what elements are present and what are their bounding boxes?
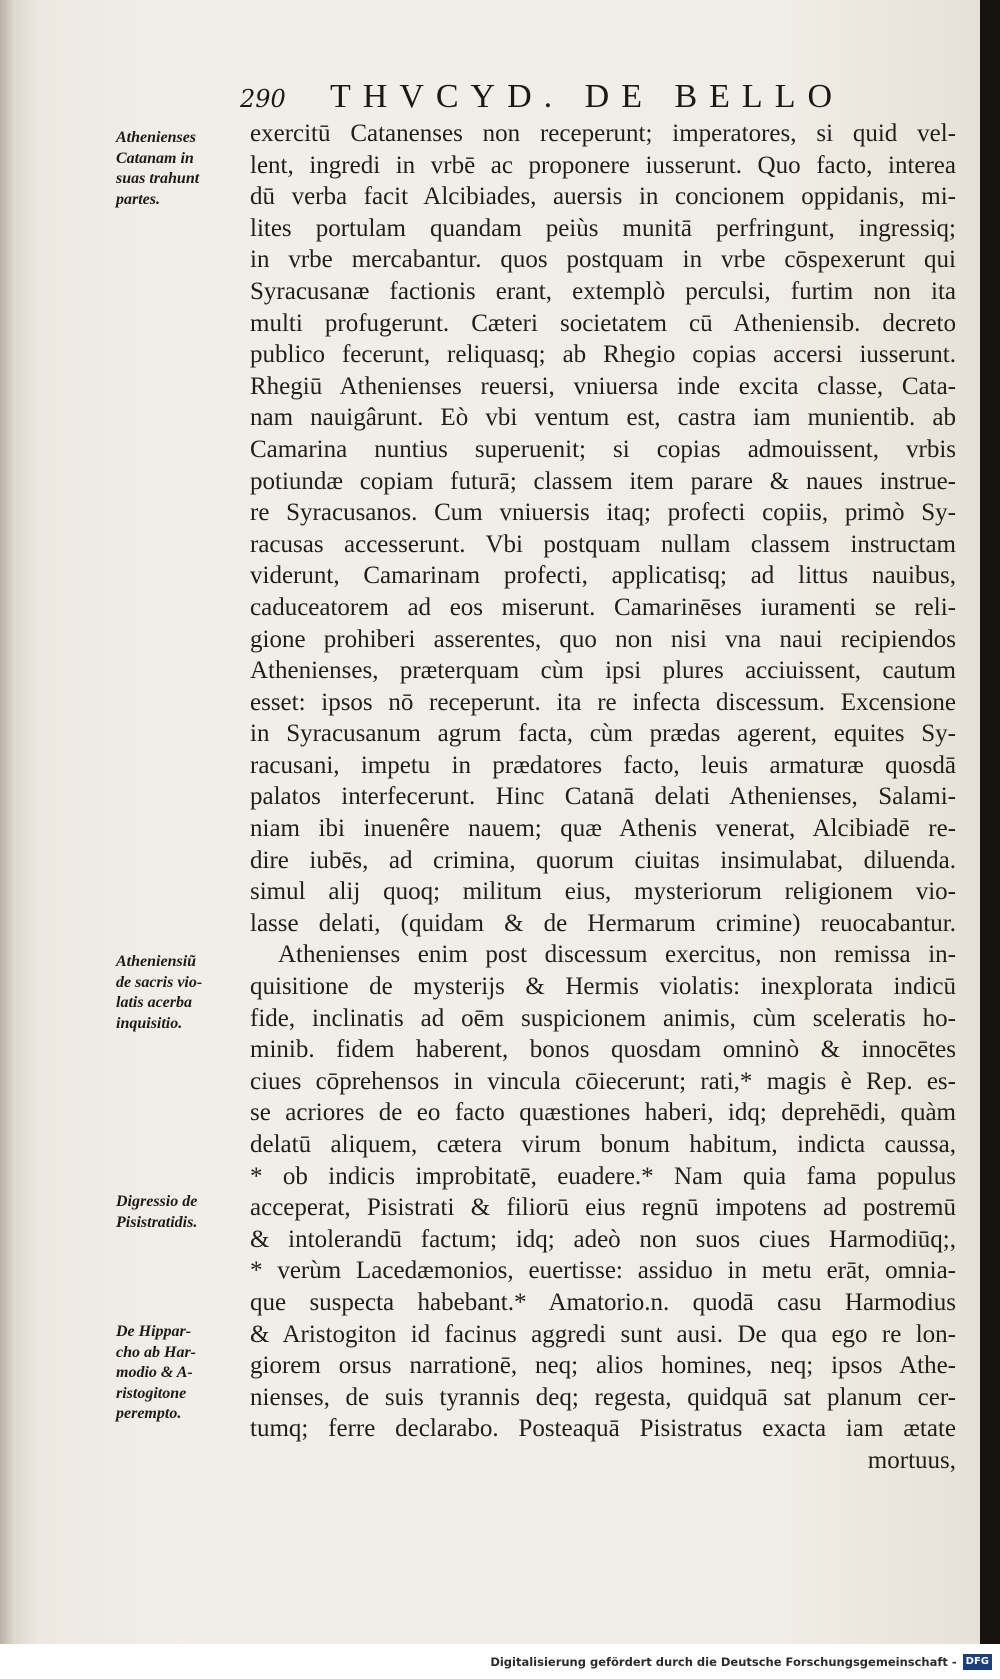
text-line: Camarina nuntius superuenit; si copias admouissent, vrbis [250, 435, 956, 463]
text-line: esset: ipsos nō receperunt. ita re infecta discessum. Excensione [250, 688, 956, 716]
text-line: potiundæ copiam futurā; classem item parare & naues instrue- [250, 467, 956, 495]
note-line: Pisistratidis. [116, 1213, 198, 1231]
text-line: se acriores de eo facto quæstiones haberi, idq; deprehēdi, quàm [250, 1099, 956, 1127]
text-line-paragraph-start: Athenienses enim post discessum exercitus, non remissa in- [278, 941, 956, 969]
note-line: De Hippar- [116, 1323, 192, 1340]
text-line: Syracusanæ factionis erant, extemplò perculsi, furtim non ita [250, 277, 956, 305]
note-line: de sacris vio- [116, 973, 203, 991]
note-line: cho ab Har- [116, 1343, 196, 1361]
text-line: tumq; ferre declarabo. Posteaquā Pisistratus exacta iam ætate [250, 1415, 956, 1443]
text-line: quisitione de mysterijs & Hermis violatis: inexplorata indicū [250, 973, 956, 1001]
text-line: palatos interfecerunt. Hinc Catanā delati Athenienses, Salami- [250, 783, 956, 811]
text-line: re Syracusanos. Cum vniuersis itaq; profecti copiis, primò Sy- [250, 499, 956, 527]
running-title: THVCYD. DE BELLO [330, 78, 845, 115]
catchword: mortuus, [867, 1446, 956, 1474]
text-line: niam ibi inuenêre nauem; quæ Athenis venerat, Alcibiadē re- [250, 815, 956, 843]
text-line: * ob indicis improbitatē, euadere.* Nam quia fama populus [250, 1162, 956, 1190]
text-line: giorem orsus narrationē, neq; alios homines, neq; ipsos Athe- [250, 1352, 956, 1380]
text-line: que suspecta habebant.* Amatorio.n. quodā casu Harmodius [250, 1288, 956, 1316]
note-line: suas trahunt [116, 170, 200, 188]
text-line: racusas accesserunt. Vbi postquam nullam classem instructam [250, 530, 956, 558]
text-line: lent, ingredi in vrbē ac proponere iusserunt. Quo facto, interea [250, 151, 956, 179]
text-line: & intolerandū factum; idq; adeò non suos ciues Harmodiūq;, [250, 1225, 956, 1253]
text-line: minib. fidem haberent, bonos quosdam omninò & innocētes [250, 1036, 956, 1064]
text-line: Athenienses, præterquam cùm ipsi plures acciuissent, cautum [250, 657, 956, 685]
note-line: inquisitio. [116, 1014, 183, 1032]
note-line: ristogitone [116, 1384, 187, 1402]
text-line: caduceatorem ad eos miserunt. Camarinēses iuramenti se reli- [250, 593, 956, 621]
digitization-footer [0, 1644, 1000, 1679]
text-line: acceperat, Pisistrati & filiorū eius regnū impotens ad postremū [250, 1194, 956, 1222]
text-line: simul alij quoq; militum eius, mysteriorum religionem vio- [250, 878, 956, 906]
funding-credit: Digitalisierung gefördert durch die Deutsche Forschungsgemeinschaft - [490, 1654, 957, 1669]
text-line: nam nauigârunt. Eò vbi ventum est, castra iam munientib. ab [250, 404, 956, 432]
note-line: modio & A- [116, 1364, 193, 1382]
text-line: dire iubēs, ad crimina, quorum ciuitas insimulabat, diluenda. [250, 846, 956, 874]
note-line: partes. [116, 190, 160, 208]
text-line: multi profugerunt. Cæteri societatem cū Atheniensib. decreto [250, 309, 956, 337]
text-line: gione prohiberi asserentes, quo non nisi vna naui recipiendos [250, 625, 956, 653]
text-line: racusani, impetu in prædatores facto, leuis armaturæ quosdā [250, 751, 956, 779]
note-line: latis acerba [116, 994, 192, 1012]
note-line: Digressio de [116, 1193, 198, 1210]
text-line: Rhegiū Athenienses reuersi, vniuersa inde excita classe, Cata- [250, 372, 956, 400]
note-line: Catanam in [116, 149, 194, 167]
text-line: & Aristogiton id facinus aggredi sunt ausi. De qua ego re lon- [250, 1320, 956, 1348]
text-line: publico fecerunt, reliquasq; ab Rhegio copias accersi iusserunt. [250, 341, 956, 369]
text-line: nienses, de suis tyrannis deq; regesta, quidquā sat planum cer- [250, 1383, 956, 1411]
text-line: dū verba facit Alcibiades, auersis in concionem oppidanis, mi- [250, 183, 956, 211]
running-head [240, 78, 940, 116]
text-line: exercitū Catanenses non receperunt; imperatores, si quid vel- [250, 120, 956, 147]
text-line: ciues cōprehensos in vincula cōiecerunt; rati,* magis è Rep. es- [250, 1067, 956, 1095]
main-text-block [250, 118, 956, 1477]
page-gutter-shadow [0, 0, 16, 1644]
text-line: viderunt, Camarinam profecti, applicatisq; ad littus nauibus, [250, 562, 956, 590]
marginal-note-inquisitio [116, 952, 256, 1034]
text-line: delatū aliquem, cætera virum bonum habitum, indicta caussa, [250, 1131, 956, 1158]
dfg-logo[interactable]: DFG [963, 1654, 992, 1670]
note-line: Athenienses [116, 129, 197, 146]
text-line: lites portulam quandam peiùs munitā perfringunt, ingressiq; [250, 214, 956, 242]
text-line: in Syracusanum agrum facta, cùm prædas agerent, equites Sy- [250, 720, 956, 748]
note-line: perempto. [116, 1405, 182, 1423]
marginal-note-catana [116, 128, 256, 210]
page-number: 290 [240, 85, 286, 113]
text-line: fide, inclinatis ad oēm suspicionem animis, cùm sceleratis ho- [250, 1004, 956, 1032]
note-line: Atheniensiũ [116, 953, 197, 970]
text-line: in vrbe mercabantur. quos postquam in vrbe cōspexerunt qui [250, 246, 956, 274]
marginal-note-digressio [116, 1192, 256, 1233]
text-line: lasse delati, (quidam & de Hermarum crimine) reuocabantur. [250, 909, 956, 937]
text-line: * verùm Lacedæmonios, euertisse: assiduo in metu erāt, omnia- [250, 1257, 956, 1285]
marginal-note-hipparchus [116, 1322, 256, 1425]
